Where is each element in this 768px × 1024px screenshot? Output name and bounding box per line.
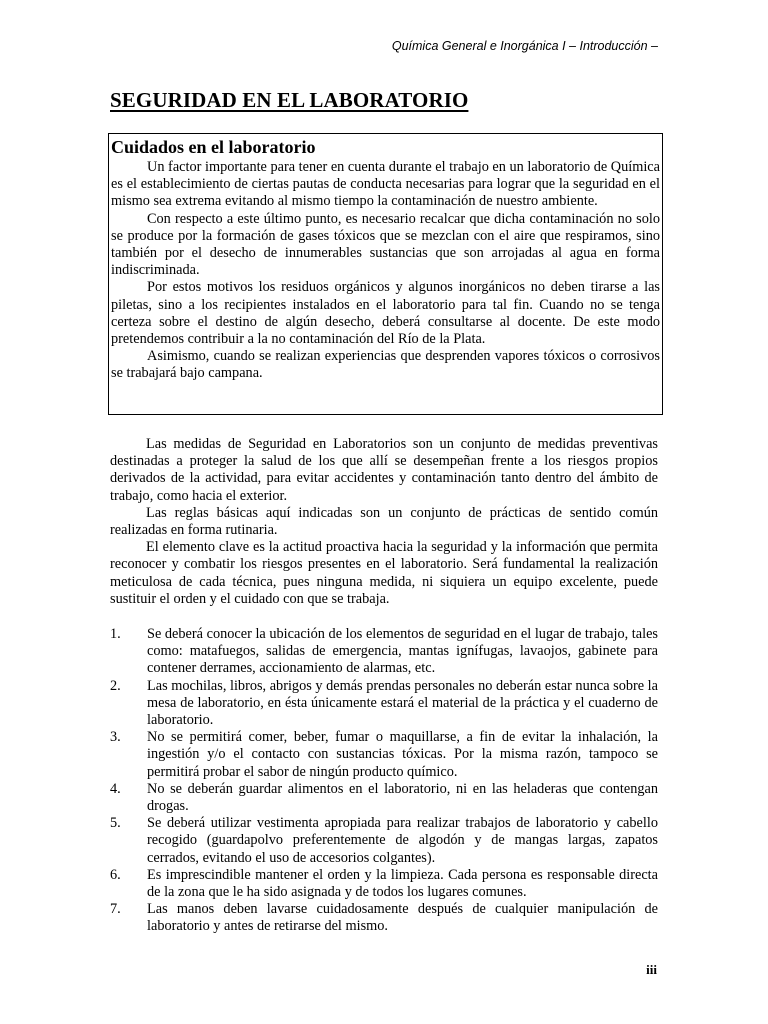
list-item-number: 3.	[110, 729, 121, 746]
list-item	[110, 626, 658, 678]
list-item-number: 6.	[110, 866, 121, 883]
list-item	[110, 781, 658, 815]
body-paragraph: El elemento clave es la actitud proactiva hacia la seguridad y la información que permita reconocer y combatir los riesgos presentes en el laboratorio. Será fundamental la realización meticulosa de cada técnica, pues ninguna medida, ni siquiera un equipo excelente, puede sustituir el orden y el cuidado con que se trabaja.	[110, 539, 658, 607]
list-item-text: Las mochilas, libros, abrigos y demás prendas personales no deberán estar nunca sobre la mesa de laboratorio, en ésta únicamente estará el material de la práctica y el cuaderno de laboratorio.	[147, 677, 658, 729]
section-heading: Cuidados en el laboratorio	[111, 137, 316, 157]
box-paragraph: Con respecto a este último punto, es necesario recalcar que dicha contaminación no solo se produce por la formación de gases tóxicos que se mezclan con el aire que respiramos, sino también por el desecho de innumerables sustancias que son arrojadas al agua en forma indiscriminada.	[111, 210, 660, 279]
page-number: iii	[646, 962, 657, 977]
page-title: SEGURIDAD EN EL LABORATORIO	[110, 88, 469, 112]
list-item-text: Las manos deben lavarse cuidadosamente después de cualquier manipulación de laboratorio y antes de retirarse del mismo.	[147, 901, 658, 935]
running-header: Química General e Inorgánica I – Introducción –	[391, 39, 658, 53]
body-paragraph: Las medidas de Seguridad en Laboratorios son un conjunto de medidas preventivas destinadas a proteger la salud de los que allí se desempeñan frente a los riesgos propios derivados de la actividad, para evitar accidentes y contaminación tanto dentro del ámbito de trabajo, como hacia el exterior.	[110, 436, 658, 504]
list-item-number: 7.	[110, 901, 121, 918]
list-item	[110, 815, 658, 867]
list-item-text: Se deberá utilizar vestimenta apropiada para realizar trabajos de laboratorio y cabello recogido (guardapolvo preferentemente de algodón y de mangas largas, zapatos cerrados, evitando el uso de accesorios colgantes).	[147, 815, 658, 866]
box-paragraph: Por estos motivos los residuos orgánicos y algunos inorgánicos no deben tirarse a las piletas, sino a los recipientes instalados en el laboratorio para tal fin. Cuando no se tenga certeza sobre el destino de algún desecho, deberá consultarse al docente. De este modo pretendemos contribuir a la no contaminación del Río de la Plata.	[111, 279, 660, 348]
list-item-number: 4.	[110, 780, 121, 797]
rules-list	[110, 626, 658, 936]
boxed-section	[108, 133, 663, 415]
box-paragraph: Un factor importante para tener en cuenta durante el trabajo en un laboratorio de Química es el establecimiento de ciertas pautas de conducta necesarias para lograr que la seguridad en el mismo sea extrema evitando al mismo tiempo la contaminación de nuestro ambiente.	[111, 159, 660, 210]
list-item-number: 2.	[110, 677, 121, 694]
list-item-text: Se deberá conocer la ubicación de los elementos de seguridad en el lugar de trabajo, tales como: matafuegos, salidas de emergencia, mantas ignífugas, lavaojos, gabinete para contener derrames, accionamiento de alarmas, etc.	[147, 626, 658, 677]
list-item-text: No se deberán guardar alimentos en el laboratorio, ni en las heladeras que contengan drogas.	[147, 780, 658, 815]
list-item-number: 1.	[110, 626, 121, 642]
list-item-number: 5.	[110, 815, 121, 832]
list-item	[110, 729, 658, 781]
list-item	[110, 678, 658, 730]
box-paragraph: Asimismo, cuando se realizan experiencias que desprenden vapores tóxicos o corrosivos se trabajará bajo campana.	[111, 348, 660, 382]
list-item	[110, 867, 658, 901]
list-item	[110, 901, 658, 935]
body-paragraph: Las reglas básicas aquí indicadas son un conjunto de prácticas de sentido común realizadas en forma rutinaria.	[110, 504, 658, 539]
body-text	[110, 436, 658, 608]
list-item-text: No se permitirá comer, beber, fumar o maquillarse, a fin de evitar la inhalación, la ingestión y/o el contacto con sustancias tóxicas. Por la misma razón, tampoco se permitirá probar el sabor de ningún producto químico.	[147, 729, 658, 780]
list-item-text: Es imprescindible mantener el orden y la limpieza. Cada persona es responsable directa de la zona que le ha sido asignada y de todos los lugares comunes.	[147, 866, 658, 901]
